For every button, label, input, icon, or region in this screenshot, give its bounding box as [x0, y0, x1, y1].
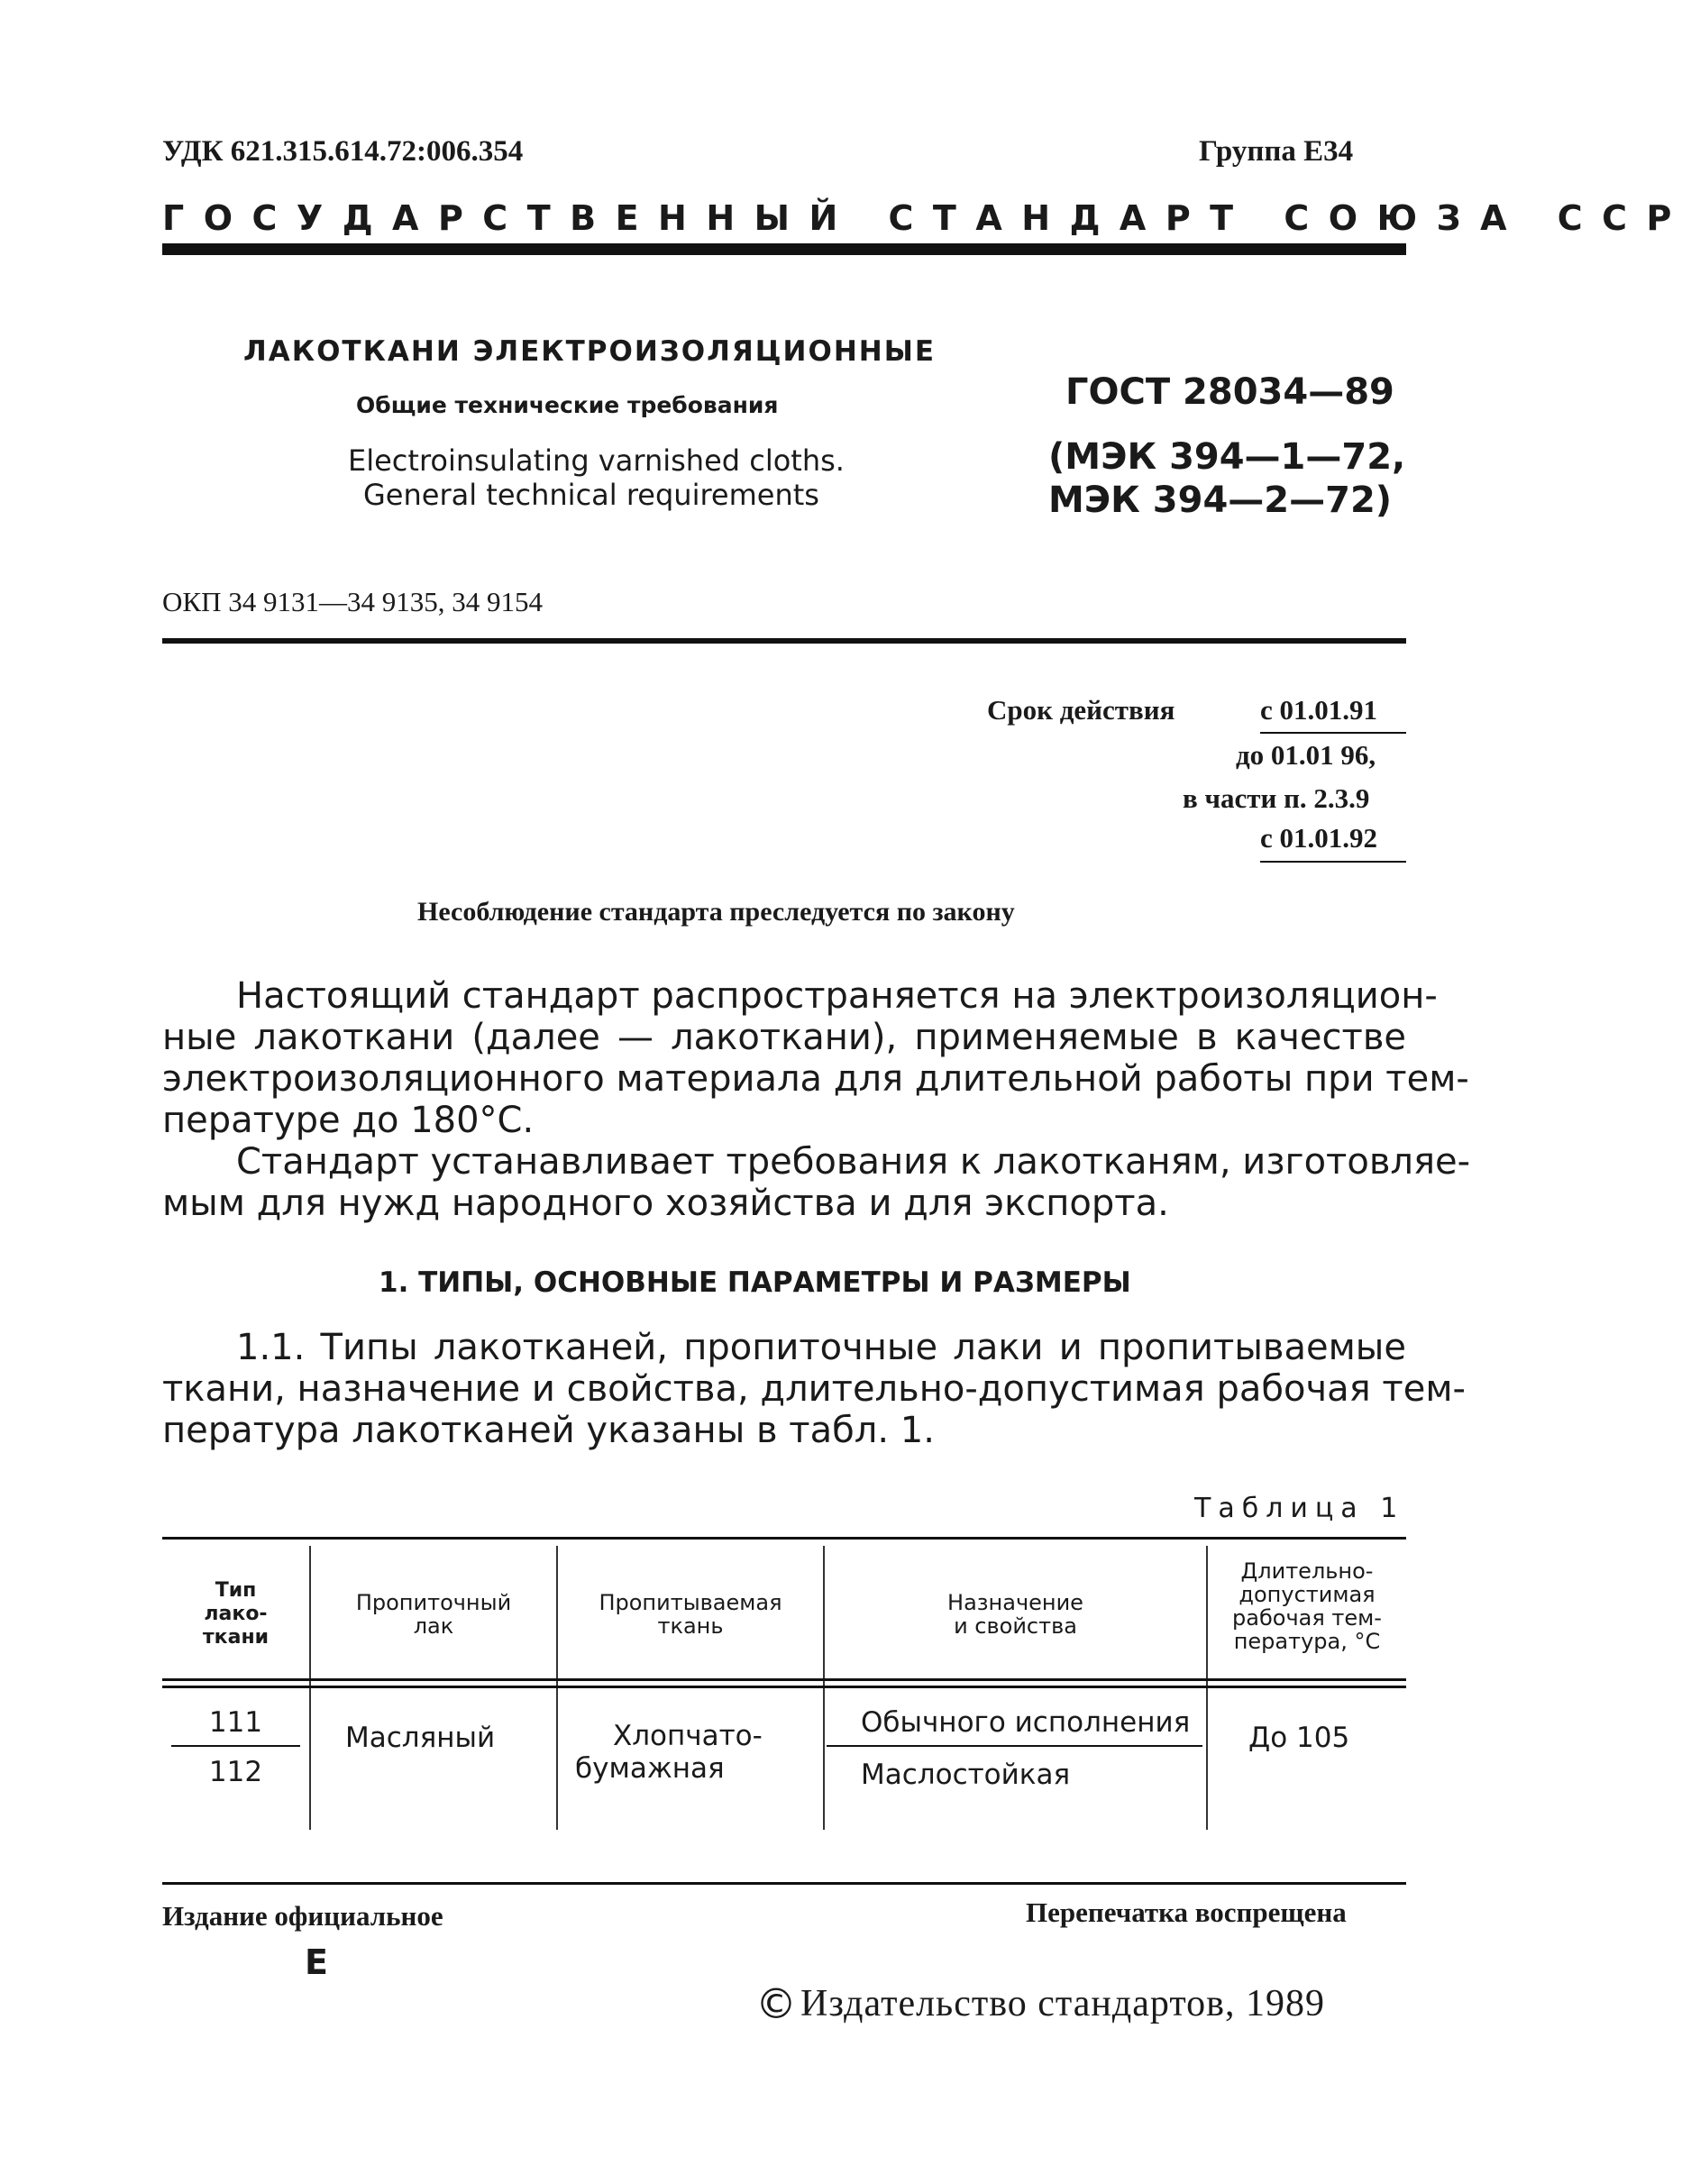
- reprint-note: Перепечатка воспрещена: [1026, 1896, 1347, 1928]
- iec-reference-1: (МЭК 394—1—72,: [1048, 436, 1406, 478]
- gost-number: ГОСТ 28034—89: [1065, 371, 1394, 413]
- table-header-rule-2: [162, 1686, 1406, 1688]
- header-fabric: [558, 1591, 823, 1638]
- paragraph-line: Стандарт устанавливает требования к лакотканям, изготовляе-: [236, 1141, 1471, 1183]
- udk-code: УДК 621.315.614.72:006.354: [162, 135, 524, 168]
- table-cell-type-111: 111: [208, 1706, 263, 1739]
- header-type: [162, 1579, 309, 1649]
- section-paragraph: [162, 1327, 1466, 1451]
- header-line: лако-: [204, 1603, 268, 1625]
- header-line: допустимая: [1239, 1582, 1376, 1607]
- header-line: Пропиточный: [355, 1590, 512, 1615]
- header-temperature: [1208, 1559, 1406, 1653]
- paragraph-line: 1.1. Типы лакотканей, пропиточные лаки и пропитываемые: [236, 1327, 1406, 1368]
- edition-letter: Е: [305, 1942, 328, 1982]
- paragraph-line: пературе до 180°С.: [162, 1100, 535, 1141]
- standard-banner: ГОСУДАРСТВЕННЫЙ СТАНДАРТ СОЮЗА ССР: [162, 198, 1691, 238]
- table-cell-purpose-2: Маслостойкая: [861, 1759, 1071, 1791]
- fabric-line: Хлопчато-: [613, 1720, 763, 1752]
- footer-rule: [162, 1882, 1406, 1885]
- paragraph-line: электроизоляционного материала для длительной работы при тем-: [162, 1058, 1469, 1100]
- purpose-divider: [827, 1745, 1202, 1747]
- okp-rule: [162, 638, 1406, 644]
- legal-notice: Несоблюдение стандарта преследуется по закону: [417, 897, 1015, 927]
- paragraph-line: ткани, назначение и свойства, длительно-допустимая рабочая тем-: [162, 1368, 1466, 1410]
- table-cell-fabric: [575, 1720, 763, 1785]
- header-line: Назначение: [947, 1590, 1083, 1615]
- header-line: ткань: [657, 1613, 724, 1639]
- table-cell-type-112: 112: [208, 1756, 263, 1788]
- header-rule: [162, 243, 1406, 255]
- header-line: Длительно-: [1240, 1558, 1374, 1584]
- header-line: Тип: [215, 1579, 257, 1602]
- validity-part-from: с 01.01.92: [1260, 822, 1378, 854]
- okp-code: ОКП 34 9131—34 9135, 34 9154: [162, 586, 543, 617]
- table-cell-varnish: Масляный: [345, 1722, 496, 1754]
- copyright-line: [755, 1979, 1325, 2028]
- header-line: ткани: [202, 1626, 270, 1649]
- validity-part: в части п. 2.3.9: [1183, 782, 1370, 814]
- copyright-icon: ©: [755, 1979, 797, 2028]
- paragraph-line: мым для нужд народного хозяйства и для экспорта.: [162, 1183, 1169, 1224]
- header-line: Пропитываемая: [599, 1590, 782, 1615]
- document-title: ЛАКОТКАНИ ЭЛЕКТРОИЗОЛЯЦИОННЫЕ: [243, 335, 937, 368]
- header-line: лак: [413, 1613, 454, 1639]
- fabric-line: бумажная: [575, 1752, 725, 1785]
- publisher-copyright: Издательство стандартов, 1989: [800, 1983, 1325, 2024]
- table-cell-purpose-1: Обычного исполнения: [861, 1706, 1191, 1739]
- header-line: пература, °С: [1233, 1629, 1381, 1654]
- table-header-rule-1: [162, 1678, 1406, 1681]
- table-cell-temperature: До 105: [1248, 1722, 1350, 1754]
- edition-note: Издание официальное: [162, 1900, 443, 1932]
- validity-underline-2: [1260, 861, 1406, 863]
- english-title-line-2: General technical requirements: [363, 478, 819, 512]
- type-divider: [171, 1745, 300, 1747]
- intro-paragraph-2: [162, 1141, 1471, 1224]
- english-title-line-1: Electroinsulating varnished cloths.: [348, 443, 845, 478]
- document-subtitle: Общие технические требования: [356, 392, 779, 418]
- paragraph-line: Настоящий стандарт распространяется на электроизоляцион-: [236, 975, 1438, 1017]
- validity-underline-1: [1260, 732, 1406, 734]
- header-line: и свойства: [954, 1613, 1077, 1639]
- header-varnish: [311, 1591, 556, 1638]
- table-caption: Таблица 1: [1194, 1493, 1405, 1524]
- validity-from: с 01.01.91: [1260, 694, 1378, 726]
- group-code: Группа Е34: [1199, 135, 1354, 168]
- header-purpose: [825, 1591, 1206, 1638]
- header-line: рабочая тем-: [1232, 1605, 1382, 1631]
- iec-reference-2: МЭК 394—2—72): [1048, 480, 1393, 521]
- paragraph-line: ные лакоткани (далее — лакоткани), применяемые в качестве: [162, 1017, 1406, 1058]
- validity-to: до 01.01 96,: [1236, 739, 1376, 771]
- intro-paragraph-1: [162, 975, 1469, 1141]
- paragraph-line: пература лакотканей указаны в табл. 1.: [162, 1410, 935, 1451]
- validity-label: Срок действия: [987, 694, 1175, 726]
- table-top-rule: [162, 1537, 1406, 1540]
- section-heading: 1. ТИПЫ, ОСНОВНЫЕ ПАРАМЕТРЫ И РАЗМЕРЫ: [379, 1266, 1131, 1299]
